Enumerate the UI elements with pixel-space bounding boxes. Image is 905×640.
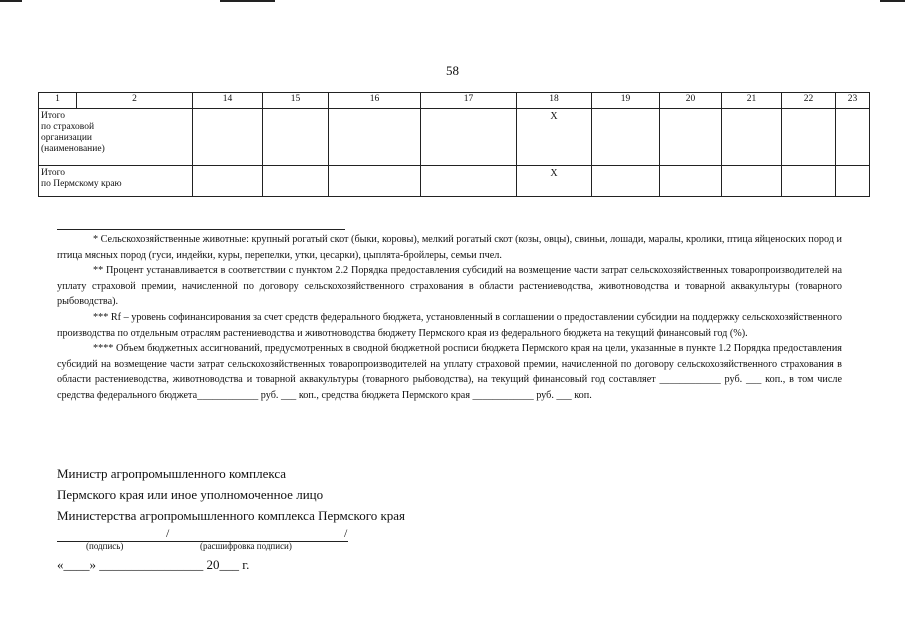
top-edge-mark-center bbox=[220, 0, 275, 2]
report-table bbox=[38, 92, 870, 197]
table-cell bbox=[782, 109, 836, 166]
signatory-line-2: Пермского края или иное уполномоченное лицо bbox=[57, 487, 324, 502]
table-cell bbox=[592, 166, 660, 197]
row-label-insurer-total: Итого по страховой организации (наименование) bbox=[39, 109, 193, 166]
table-cell bbox=[329, 166, 421, 197]
table-cell bbox=[329, 109, 421, 166]
table-cell bbox=[263, 166, 329, 197]
table-cell bbox=[660, 109, 722, 166]
header-cell: 19 bbox=[592, 93, 660, 109]
table-cell bbox=[421, 166, 517, 197]
table-cell bbox=[782, 166, 836, 197]
header-cell: 18 bbox=[517, 93, 592, 109]
footnote-1: * Сельскохозяйственные животные: крупный рогатый скот (быки, коровы), мелкий рогатый скот (козы, овцы), свиньи, лошади, маралы, кролики, птица яйценоских пород и птица мясных пород (гуси, индейки, куры, перепелки, утки, цесарки), цыплята-бройлеры, семьи пчел. bbox=[57, 234, 842, 261]
table-cell bbox=[193, 109, 263, 166]
table-header-row bbox=[39, 93, 870, 109]
header-cell: 14 bbox=[193, 93, 263, 109]
signatory-line-1: Министр агропромышленного комплекса bbox=[57, 466, 287, 481]
table-cell bbox=[421, 109, 517, 166]
top-edge-mark-left bbox=[0, 0, 22, 2]
table-cell bbox=[263, 109, 329, 166]
header-cell: 21 bbox=[722, 93, 782, 109]
table-row bbox=[39, 109, 870, 166]
footnote-4: **** Объем бюджетных ассигнований, предусмотренных в сводной бюджетной росписи бюджета Пермского края на цели, указанные в пункте 1.2 Порядка предоставления субсидий на возмещение части затрат сельскохозяйственных товаропроизводителей на уплату страховой премии, начисленной по договору сельскохозяйственного страхования в области растениеводства, животноводства и товарной аквакультуры (товарного рыбоводства), на текущий финансовый год составляет ____________ руб. ___ коп., в том числе средства федерального бюджета____________ руб. ___ коп., средства бюджета Пермского края ____________ руб. ___ коп. bbox=[57, 343, 842, 401]
table-cell bbox=[836, 109, 870, 166]
decoding-caption: (расшифровка подписи) bbox=[200, 541, 292, 551]
row-mark: Х bbox=[517, 166, 592, 197]
row-label-region-total: Итого по Пермскому краю bbox=[39, 166, 193, 197]
header-cell: 1 bbox=[39, 93, 77, 109]
table-cell bbox=[193, 166, 263, 197]
table-cell bbox=[836, 166, 870, 197]
footnote-separator bbox=[57, 229, 345, 230]
footnote-3: *** Rf – уровень софинансирования за счет средств федерального бюджета, установленный в соглашении о предоставлении субсидии на поддержку сельскохозяйственного производства по отдельным отраслям растениеводства и животноводства бюджету Пермского края из федерального бюджета на текущий финансовый год (%). bbox=[57, 311, 842, 339]
table-cell bbox=[592, 109, 660, 166]
footnote-2: ** Процент устанавливается в соответствии с пунктом 2.2 Порядка предоставления субсидий на возмещение части затрат сельскохозяйственных товаропроизводителей на уплату страховой премии, начисленной по договору сельскохозяйственного страхования в области растениеводства, животноводства и товарной аквакультуры (товарного рыбоводства). bbox=[57, 265, 842, 308]
signature-slash: / bbox=[166, 526, 170, 540]
header-cell: 23 bbox=[836, 93, 870, 109]
header-cell: 17 bbox=[421, 93, 517, 109]
footnotes bbox=[57, 232, 842, 404]
signature-caption: (подпись) bbox=[86, 541, 124, 551]
header-cell: 22 bbox=[782, 93, 836, 109]
table-row bbox=[39, 166, 870, 197]
date-line: «____» ________________ 20___ г. bbox=[57, 557, 250, 572]
table-cell bbox=[660, 166, 722, 197]
page-number: 58 bbox=[446, 63, 459, 78]
top-edge-mark-right bbox=[880, 0, 905, 2]
header-cell: 15 bbox=[263, 93, 329, 109]
signatory-line-3: Министерства агропромышленного комплекса Пермского края bbox=[57, 508, 406, 523]
header-cell: 20 bbox=[660, 93, 722, 109]
signature-slash-end: / bbox=[344, 526, 348, 540]
header-cell: 16 bbox=[329, 93, 421, 109]
table-cell bbox=[722, 109, 782, 166]
header-cell: 2 bbox=[77, 93, 193, 109]
table-cell bbox=[722, 166, 782, 197]
row-mark: Х bbox=[517, 109, 592, 166]
